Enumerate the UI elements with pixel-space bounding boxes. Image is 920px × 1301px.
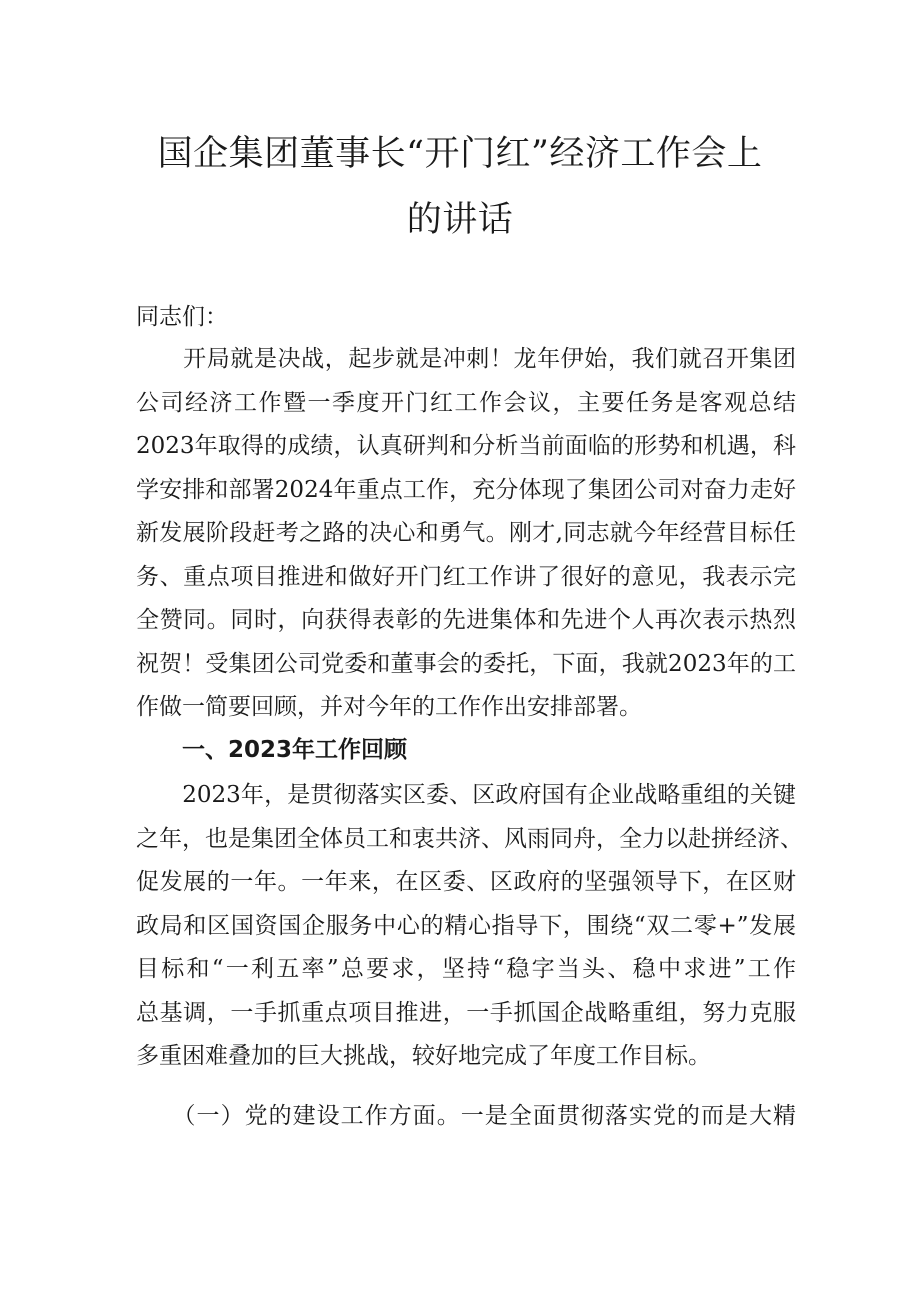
paragraph-line: 祝贺！受集团公司党委和董事会的委托，下面，我就2023年的工 (136, 650, 796, 677)
section-heading-1: 一、2023年工作回顾 (182, 737, 408, 763)
document-title-line-2: 的讲话 (406, 200, 514, 240)
paragraph-line: 目标和“一利五率”总要求，坚持“稳字当头、稳中求进”工作 (136, 956, 796, 982)
paragraph-line: 之年，也是集团全体员工和衷共济、风雨同舟，全力以赴拼经济、 (136, 825, 803, 852)
paragraph-line: 多重困难叠加的巨大挑战，较好地完成了年度工作目标。 (136, 1043, 711, 1069)
paragraph-line: 务、重点项目推进和做好开门红工作讲了很好的意见，我表示完 (136, 563, 796, 590)
paragraph-line: 学安排和部署2024年重点工作，充分体现了集团公司对奋力走好 (136, 476, 796, 503)
paragraph-line: 2023年，是贯彻落实区委、区政府国有企业战略重组的关键 (136, 782, 796, 808)
paragraph-line: 政局和区国资国企服务中心的精心指导下，围绕“双二零+”发展 (136, 912, 796, 939)
paragraph-line: 作做一简要回顾，并对今年的工作作出安排部署。 (136, 694, 642, 720)
paragraph-line: （一）党的建设工作方面。一是全面贯彻落实党的而是大精 (136, 1103, 796, 1129)
paragraph-2 (136, 774, 803, 1079)
document-title-line-1: 国企集团董事长“开门红”经济工作会上 (157, 134, 763, 174)
paragraph-line: 促发展的一年。一年来，在区委、区政府的坚强领导下，在区财 (136, 869, 796, 895)
paragraph-1 (136, 338, 796, 730)
paragraph-3 (136, 1095, 796, 1139)
paragraph-line: 全赞同。同时，向获得表彰的先进集体和先进个人再次表示热烈 (136, 607, 796, 633)
paragraph-line: 新发展阶段赶考之路的决心和勇气。刚才,同志就今年经营目标任 (136, 520, 796, 546)
paragraph-line: 公司经济工作暨一季度开门红工作会议，主要任务是客观总结 (136, 389, 796, 416)
paragraph-line: 开局就是决战，起步就是冲刺！龙年伊始，我们就召开集团 (136, 346, 796, 372)
salutation: 同志们： (136, 304, 228, 330)
paragraph-line: 总基调，一手抓重点项目推进，一手抓国企战略重组，努力克服 (136, 999, 796, 1026)
paragraph-line: 2023年取得的成绩，认真研判和分析当前面临的形势和机遇，科 (136, 433, 796, 459)
